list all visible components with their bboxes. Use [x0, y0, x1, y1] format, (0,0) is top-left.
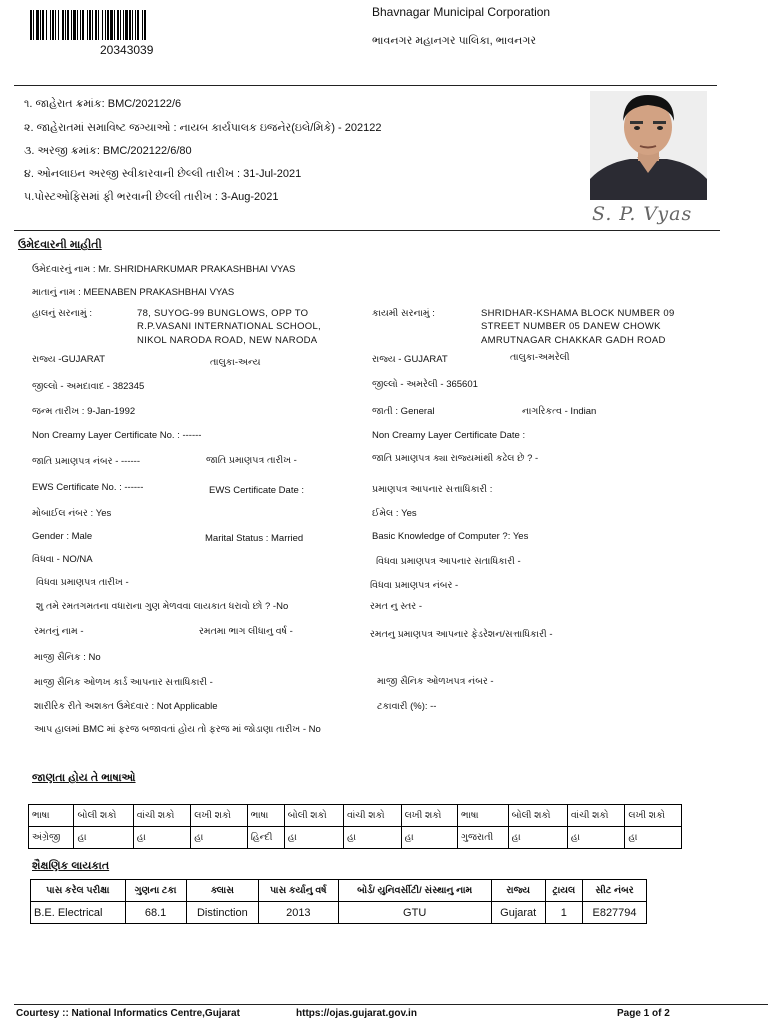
- section-divider: [14, 230, 720, 231]
- education-heading: શૈક્ષણિક લાયકાત: [32, 860, 110, 872]
- education-header-cell: પાસ કરેલ પરીક્ષા: [31, 880, 126, 902]
- languages-header-cell: ભાષા: [458, 805, 509, 827]
- languages-value-row: [29, 827, 682, 849]
- candidate-info-heading: ઉમેદવારની માહીતી: [18, 239, 102, 251]
- permanent-state: રાજ્ય - GUJARAT: [372, 354, 448, 365]
- current-district: જીલ્લો - અમદાવાદ - 382345: [32, 381, 145, 392]
- online-last-date: ૪. ઓનલાઇન અરજી સ્વીકારવાની છેલ્લી તારીખ : 31-Jul-2021: [24, 168, 302, 180]
- education-header-cell: બોર્ડ/ યુનિવર્સીટી/ સંસ્થાનુ નામ: [338, 880, 491, 902]
- languages-table: [28, 804, 682, 849]
- education-cell: Distinction: [186, 902, 258, 924]
- ncl-certificate-date: Non Creamy Layer Certificate Date :: [372, 430, 526, 441]
- permanent-address-line-2: STREET NUMBER 05 DANEW CHOWK: [481, 321, 661, 332]
- corporation-name-gujarati: ભાવનગર મહાનગર પાલિકા, ભાવનગર: [372, 35, 537, 47]
- ex-serviceman: માજી સૈનિક : No: [34, 652, 101, 663]
- education-cell: 1: [545, 902, 582, 924]
- education-header-cell: પાસ કર્યાનુ વર્ષ: [259, 880, 339, 902]
- languages-heading: જાણતા હોય તે ભાષાઓ: [32, 772, 136, 784]
- sports-level: રમત નુ સ્તર -: [370, 601, 422, 612]
- permanent-address-line-3: AMRUTNAGAR CHAKKAR GADH ROAD: [481, 335, 666, 346]
- current-taluka: તાલુકા-અન્ય: [210, 357, 261, 368]
- footer-divider: [14, 1004, 768, 1005]
- nationality: નાગરિકત્વ - Indian: [522, 406, 597, 417]
- education-cell: 68.1: [125, 902, 186, 924]
- header-divider: [14, 85, 717, 86]
- widow-certificate-authority: વિધવા પ્રમાણપત્ર આપનાર સતાધિકારી -: [376, 556, 521, 567]
- languages-header-cell: વાંચી શકો: [567, 805, 625, 827]
- barcode-number: 20343039: [100, 43, 154, 57]
- languages-value-cell: અંગ્રેજી: [29, 827, 74, 849]
- barcode: [30, 10, 242, 40]
- education-cell: GTU: [338, 902, 491, 924]
- ex-serviceman-card-number: માજી સૈનિક ઓળખપત્ર નંબર -: [377, 676, 494, 687]
- languages-header-cell: લખી શકો: [625, 805, 682, 827]
- caste-certificate-number: જાતિ પ્રમાણપત્ર નંબર - ------: [32, 456, 140, 467]
- education-header-row: [31, 880, 647, 902]
- languages-header-cell: બોલી શકો: [284, 805, 343, 827]
- languages-header-cell: ભાષા: [29, 805, 74, 827]
- languages-header-cell: ભાષા: [247, 805, 284, 827]
- advertisement-number: ૧. જાહેરાત ક્રમાંક: BMC/202122/6: [24, 98, 182, 110]
- languages-value-cell: હા: [401, 827, 457, 849]
- languages-header-cell: લખી શકો: [191, 805, 247, 827]
- footer-courtesy: Courtesy :: National Informatics Centre,Gujarat: [16, 1008, 240, 1019]
- caste-certificate-date: જાતિ પ્રમાણપત્ર તારીખ -: [206, 455, 297, 466]
- physical-disability: શારીરિક રીતે અશક્ત ઉમેદવાર : Not Applicable: [34, 701, 218, 712]
- education-header-cell: ક્લાસ: [186, 880, 258, 902]
- education-cell: B.E. Electrical: [31, 902, 126, 924]
- sports-name: રમતનું નામ -: [34, 626, 84, 637]
- languages-header-cell: વાંચી શકો: [344, 805, 402, 827]
- permanent-address-label: કાયમી સરનામું :: [372, 308, 435, 319]
- date-of-birth: જન્મ તારીખ : 9-Jan-1992: [32, 406, 136, 417]
- marital-status: Marital Status : Married: [205, 533, 304, 544]
- languages-value-cell: હા: [284, 827, 343, 849]
- current-address-label: હાલનું સરનામું :: [32, 308, 92, 319]
- permanent-address-line-1: SHRIDHAR-KSHAMA BLOCK NUMBER 09: [481, 308, 675, 319]
- ncl-certificate-number: Non Creamy Layer Certificate No. : ------: [32, 430, 202, 441]
- sports-certificate-authority: રમતનુ પ્રમાણપત્ર આપનાર ફેડરેશન/સત્તાધિકારી -: [370, 629, 553, 640]
- education-cell: Gujarat: [491, 902, 545, 924]
- education-header-cell: ટ્રાયલ: [545, 880, 582, 902]
- languages-value-cell: ગુજરાતી: [458, 827, 509, 849]
- sports-question: શુ તમે રમતગમતના વધારાના ગુણ મેળવવા લાયકાત ધરાવો છો ? -No: [36, 601, 289, 612]
- current-state: રાજ્ય -GUJARAT: [32, 354, 106, 365]
- languages-header-cell: બોલી શકો: [74, 805, 133, 827]
- languages-value-cell: હા: [191, 827, 247, 849]
- languages-value-cell: હા: [625, 827, 682, 849]
- permanent-district: જીલ્લો - અમરેલી - 365601: [372, 379, 478, 390]
- fee-last-date: ૫.પોસ્ટઓફિસમાં ફી ભરવાની છેલ્લી તારીખ : 3-Aug-2021: [24, 191, 279, 203]
- mother-name: માતાનું નામ : MEENABEN PRAKASHBHAI VYAS: [32, 287, 235, 298]
- candidate-photo: [590, 91, 707, 200]
- caste: જાતી : General: [372, 406, 435, 417]
- widow-certificate-date: વિધવા પ્રમાણપત્ર તારીખ -: [36, 577, 129, 588]
- ews-certificate-date: EWS Certificate Date :: [209, 485, 305, 496]
- languages-header-row: [29, 805, 682, 827]
- computer-knowledge: Basic Knowledge of Computer ?: Yes: [372, 531, 529, 542]
- candidate-name: ઉમેદવારનું નામ : Mr. SHRIDHARKUMAR PRAKASHBHAI VYAS: [32, 264, 296, 275]
- education-cell: 2013: [259, 902, 339, 924]
- education-header-cell: રાજ્ય: [491, 880, 545, 902]
- footer-url: https://ojas.gujarat.gov.in: [296, 1008, 417, 1019]
- languages-value-cell: હા: [508, 827, 567, 849]
- languages-header-cell: લખી શકો: [401, 805, 457, 827]
- ex-serviceman-card-authority: માજી સૈનિક ઓળખ કાર્ડ આપનાર સત્તાધિકારી -: [34, 677, 213, 688]
- current-address-line-2: R.P.VASANI INTERNATIONAL SCHOOL,: [137, 321, 321, 332]
- ews-certificate-number: EWS Certificate No. : ------: [32, 482, 144, 493]
- widow-certificate-number: વિધવા પ્રમાણપત્ર નંબર -: [370, 580, 459, 591]
- education-table: [30, 879, 647, 924]
- candidate-signature: S. P. Vyas: [592, 203, 693, 225]
- footer-page-number: Page 1 of 2: [617, 1008, 670, 1019]
- permanent-taluka: તાલુકા-અમરેલી: [510, 352, 570, 363]
- languages-header-cell: બોલી શકો: [508, 805, 567, 827]
- current-address-line-3: NIKOL NARODA ROAD, NEW NARODA: [137, 335, 318, 346]
- bmc-service: આપ હાલમાં BMC માં ફરજ બજાવતાં હોય તો ફરજ માં જોડાણા તારીખ - No: [34, 724, 321, 735]
- email: ઈમેલ : Yes: [372, 508, 417, 519]
- mobile: મોબાઈલ નંબર : Yes: [32, 508, 112, 519]
- corporation-name-english: Bhavnagar Municipal Corporation: [372, 5, 551, 19]
- disability-percentage: ટકાવારી (%): --: [377, 701, 437, 712]
- current-address-line-1: 78, SUYOG-99 BUNGLOWS, OPP TO: [137, 308, 309, 319]
- caste-certificate-state: જાતિ પ્રમાણપત્ર ક્યા રાજ્યમાંથી કઢેલ છે ? -: [372, 453, 539, 464]
- languages-value-cell: હિન્દી: [247, 827, 284, 849]
- widow: વિધવા - NO/NA: [32, 554, 93, 565]
- languages-value-cell: હા: [567, 827, 625, 849]
- post-name: ૨. જાહેરાતમાં સમાવિષ્ટ જગ્યાઓ : નાયબ કાર્યપાલક ઇજનેર(ઇલે/મિકે) - 202122: [24, 122, 382, 134]
- certificate-authority: પ્રમાણપત્ર આપનાર સત્તાધિકારી :: [372, 484, 493, 495]
- languages-value-cell: હા: [344, 827, 402, 849]
- application-number: ૩. અરજી ક્રમાંક: BMC/202122/6/80: [24, 145, 192, 157]
- education-cell: E827794: [583, 902, 647, 924]
- languages-value-cell: હા: [133, 827, 191, 849]
- sports-year: રમતમા ભાગ લીધાનુ વર્ષ -: [199, 626, 293, 637]
- languages-value-cell: હા: [74, 827, 133, 849]
- gender: Gender : Male: [32, 531, 93, 542]
- languages-header-cell: વાંચી શકો: [133, 805, 191, 827]
- education-header-cell: ગુણના ટકા: [125, 880, 186, 902]
- education-header-cell: સીટ નંબર: [583, 880, 647, 902]
- education-row: [31, 902, 647, 924]
